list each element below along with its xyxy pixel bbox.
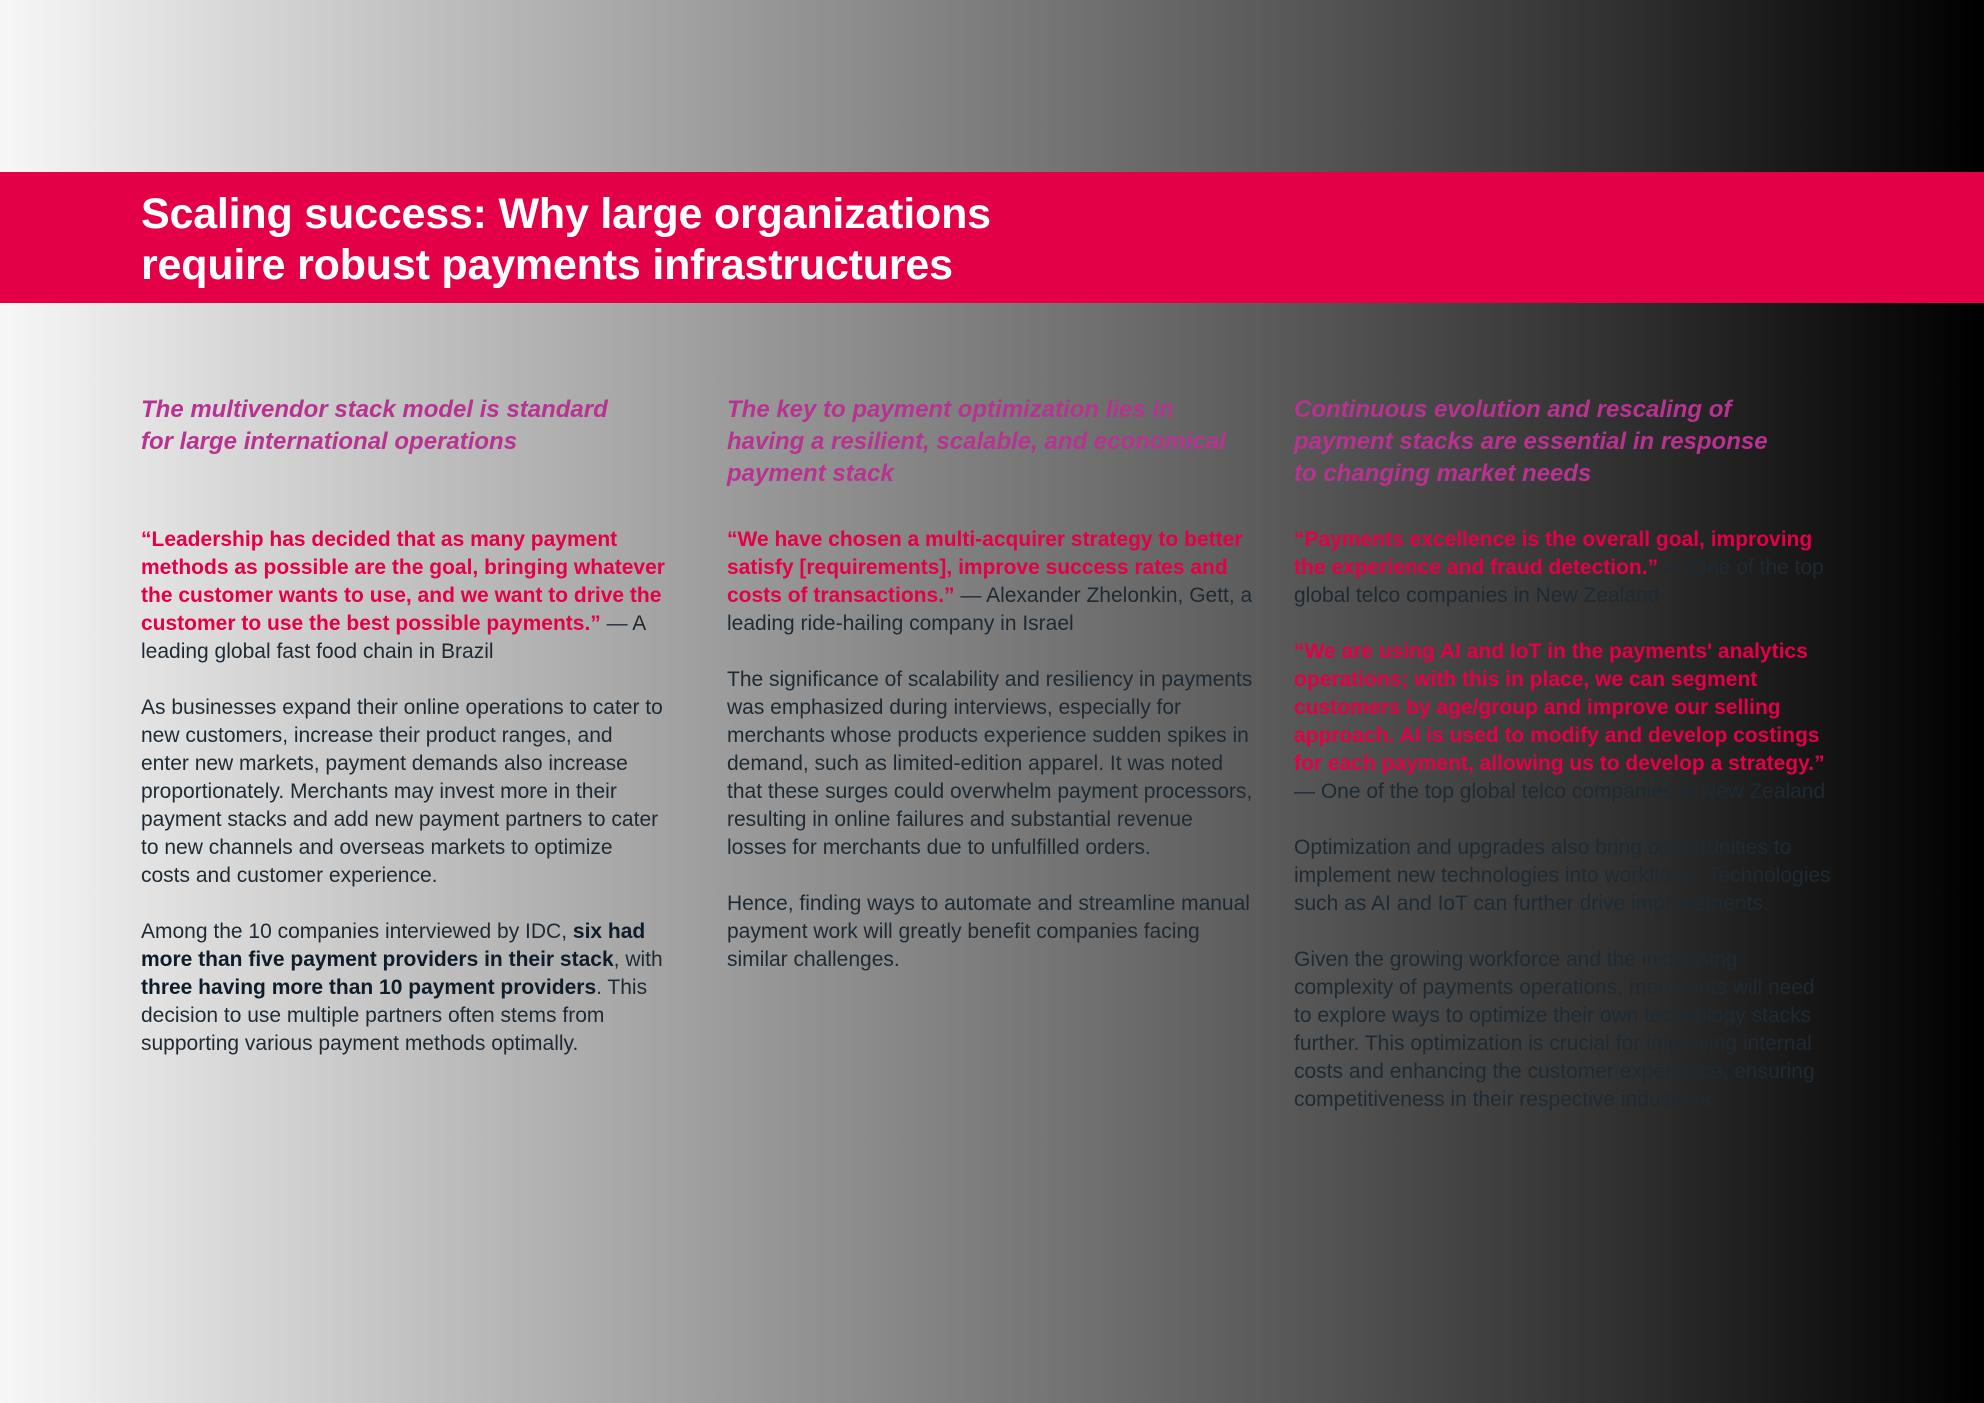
subhead-line: Continuous evolution and rescaling of [1294,396,1732,423]
pull-quote: “Leadership has decided that as many payment methods as possible are the goal, bringing whatever the customer wants to use, and we want to drive the customer to use the best possible payments.” [141,528,665,635]
pull-quote: “We are using AI and IoT in the payments' analytics operations; with this in place, we can segment customers by age/group and improve our selling approach. AI is used to modify and develop costings for each payment, allowing us to develop a strategy.” [1294,640,1825,775]
quote-attribution: — One of the top global telco companies in New Zealand [1294,556,1824,607]
quote-attribution: — One of the top global telco companies in New Zealand [1294,780,1826,803]
body-paragraph: Given the growing workforce and the increasing complexity of payments operations, merchants will need to explore ways to optimize their own technology stacks further. This optimization is crucial for improving internal costs and enhancing the customer experience, ensuring competitiveness in their respective industries. [1294,948,1815,1111]
body-text: Among the 10 companies interviewed by IDC, [141,920,573,943]
column-subhead [141,394,666,526]
page-title-line-1: Scaling success: Why large organizations [141,190,991,238]
pull-quote: “Payments excellence is the overall goal, improving the experience and fraud detection.” [1294,528,1813,579]
subhead-line: to changing market needs [1294,460,1592,487]
body-paragraph: Optimization and upgrades also bring opportunities to implement new technologies into workflows. Technologies such as AI and IoT can further drive improvements. [1294,836,1831,915]
quote-paragraph [727,526,1257,638]
page-title [141,189,1241,291]
column-payment-optimization [727,394,1257,1002]
subhead-line: payment stacks are essential in response [1294,428,1768,455]
subhead-line: The multivendor stack model is standard [141,396,608,423]
quote-attribution: — Alexander Zhelonkin, Gett, a leading ride-hailing company in Israel [727,584,1253,635]
column-subhead [1294,394,1834,526]
column-subhead [727,394,1257,526]
quote-attribution: — A leading global fast food chain in Brazil [141,612,646,663]
body-paragraph [141,918,666,1058]
subhead-line: having a resilient, scalable, and economical [727,428,1226,455]
quote-paragraph [1294,526,1834,610]
quote-paragraph [141,526,666,666]
column-multivendor [141,394,666,1086]
title-banner [0,172,1984,303]
emphasis-text: three having more than 10 payment providers [141,976,597,999]
body-paragraph: As businesses expand their online operations to cater to new customers, increase their product ranges, and enter new markets, payment demands also increase proportionately. Merchants may invest more in their payment stacks and add new payment partners to cater to new channels and overseas markets to optimize costs and customer experience. [141,696,663,887]
page-title-line-2: require robust payments infrastructures [141,241,953,289]
quote-paragraph [1294,638,1834,806]
column-continuous-evolution [1294,394,1834,1142]
body-text: . This decision to use multiple partners often stems from supporting various payment methods optimally. [141,976,648,1055]
body-paragraph: The significance of scalability and resiliency in payments was emphasized during interviews, especially for merchants whose products experience sudden spikes in demand, such as limited-edition apparel. It was noted that these surges could overwhelm payment processors, resulting in online failures and substantial revenue losses for merchants due to unfulfilled orders. [727,668,1253,859]
subhead-line: payment stack [727,460,894,487]
subhead-line: for large international operations [141,428,518,455]
body-text: , with [613,948,663,971]
pull-quote: “We have chosen a multi-acquirer strategy to better satisfy [requirements], improve success rates and costs of transactions.” [727,528,1243,607]
body-paragraph: Hence, finding ways to automate and streamline manual payment work will greatly benefit companies facing similar challenges. [727,892,1250,971]
subhead-line: The key to payment optimization lies in [727,396,1174,423]
emphasis-text: six had more than five payment providers in their stack [141,920,646,971]
